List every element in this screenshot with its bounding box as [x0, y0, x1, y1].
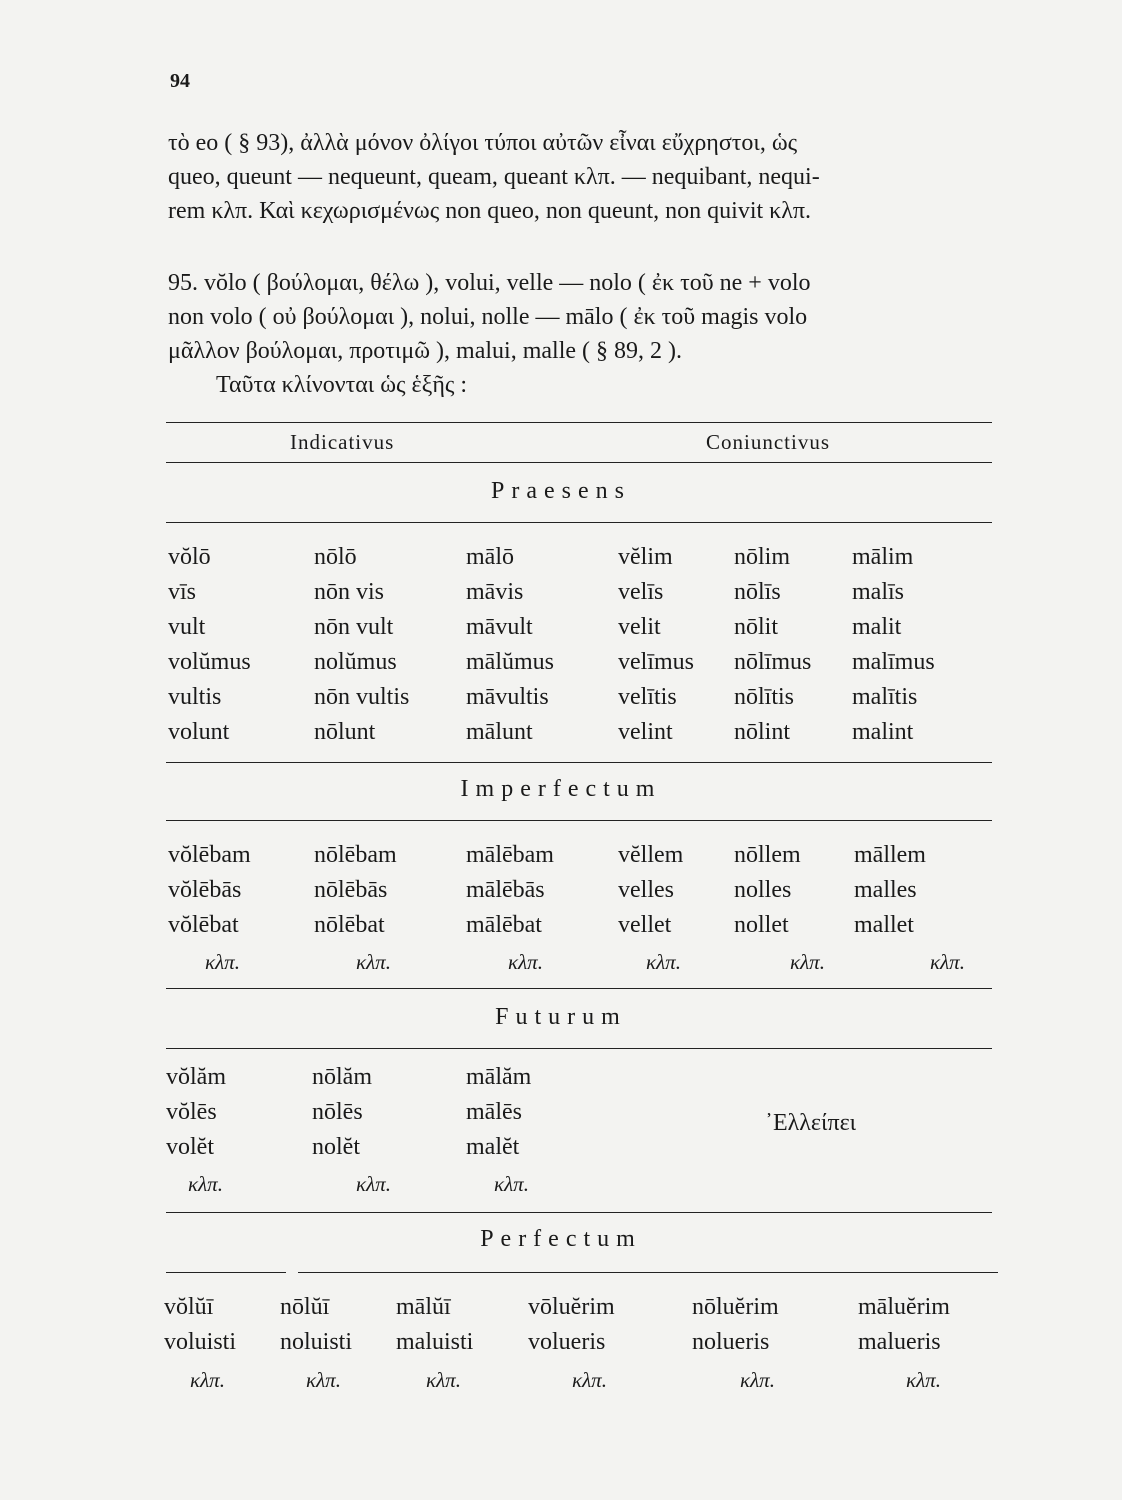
- table-cell: malles: [854, 877, 917, 903]
- divider-rule: [166, 820, 992, 821]
- table-cell: malīmus: [852, 649, 935, 675]
- table-cell: nolĕt: [312, 1134, 360, 1160]
- table-cell: nōlēbat: [314, 912, 385, 938]
- divider-rule: [166, 1272, 286, 1273]
- subjunctive-lacking-note: ᾿Ελλείπει: [765, 1110, 857, 1136]
- column-malam: [466, 1060, 531, 1165]
- column-mallem: [854, 838, 926, 943]
- table-cell: vŏlēbās: [168, 877, 242, 903]
- abbrev-klp: κλπ.: [930, 950, 965, 974]
- divider-rule: [166, 988, 992, 989]
- column-nolim: [734, 540, 811, 750]
- section-title-futurum: Futurum: [495, 1004, 627, 1030]
- column-malui: [396, 1290, 473, 1360]
- table-cell: vĕllem: [618, 842, 684, 868]
- column-volam: [166, 1060, 226, 1165]
- table-cell: malĕt: [466, 1134, 520, 1160]
- column-voluerim: [528, 1290, 615, 1360]
- section-title-praesens: Praesens: [491, 478, 631, 504]
- table-cell: nōn vis: [314, 579, 385, 605]
- table-cell: vŏlŭī: [164, 1294, 214, 1320]
- table-cell: malit: [852, 614, 902, 640]
- table-cell: velīmus: [618, 649, 694, 675]
- table-cell: mālŭī: [396, 1294, 451, 1320]
- intro-line: Ταῦτα κλίνονται ὡς ἑξῆς :: [216, 372, 468, 398]
- abbrev-klp: κλπ.: [508, 950, 543, 974]
- table-cell: velīs: [618, 579, 664, 605]
- table-cell: vīs: [168, 579, 197, 605]
- paragraph-1: [168, 126, 988, 228]
- divider-rule: [166, 762, 992, 763]
- table-cell: nōlēs: [312, 1099, 363, 1125]
- table-cell: maluisti: [396, 1329, 474, 1355]
- header-indicativus: Indicativus: [290, 430, 395, 454]
- table-cell: volŭmus: [168, 649, 251, 675]
- column-noluerim: [692, 1290, 779, 1360]
- header-coniunctivus: Coniunctivus: [706, 430, 831, 454]
- text-line: rem κλπ. Καὶ κεχωρισμένως non queo, non queunt, non quivit κλπ.: [168, 198, 812, 224]
- table-cell: velles: [618, 877, 674, 903]
- table-cell: nōlăm: [312, 1064, 372, 1090]
- table-cell: māvis: [466, 579, 524, 605]
- table-cell: volĕt: [166, 1134, 214, 1160]
- text-line: 95. vŏlo ( βούλομαι, θέλω ), volui, velle — nolo ( ἐκ τοῦ ne + volo: [168, 270, 811, 296]
- table-cell: vŏlō: [168, 544, 211, 570]
- abbrev-klp: κλπ.: [790, 950, 825, 974]
- table-cell: nōlint: [734, 719, 791, 745]
- table-cell: vŏlēbam: [168, 842, 251, 868]
- table-cell: velit: [618, 614, 661, 640]
- table-cell: nōlunt: [314, 719, 376, 745]
- table-cell: mālēs: [466, 1099, 522, 1125]
- abbrev-klp: κλπ.: [356, 950, 391, 974]
- table-cell: noluisti: [280, 1329, 353, 1355]
- table-cell: mālēbat: [466, 912, 542, 938]
- table-cell: nollet: [734, 912, 789, 938]
- table-cell: nolŭmus: [314, 649, 397, 675]
- text-line: queo, queunt — nequeunt, queam, queant κλπ. — nequibant, nequi-: [168, 164, 820, 190]
- table-cell: nōlēbās: [314, 877, 388, 903]
- page-number: 94: [170, 70, 190, 92]
- table-cell: vōluĕrim: [528, 1294, 615, 1320]
- abbrev-klp: κλπ.: [205, 950, 240, 974]
- table-cell: mālim: [852, 544, 914, 570]
- table-cell: nōlīmus: [734, 649, 812, 675]
- table-cell: nōn vultis: [314, 684, 410, 710]
- column-vellem: [618, 838, 683, 943]
- divider-rule: [166, 1212, 992, 1213]
- section-title-perfectum: Perfectum: [480, 1226, 642, 1252]
- table-cell: malint: [852, 719, 914, 745]
- abbrev-klp: κλπ.: [740, 1368, 775, 1392]
- table-cell: nōlītis: [734, 684, 795, 710]
- table-cell: velītis: [618, 684, 677, 710]
- column-volo: [168, 540, 251, 750]
- table-cell: voluisti: [164, 1329, 237, 1355]
- column-velim: [618, 540, 694, 750]
- abbrev-klp: κλπ.: [188, 1172, 223, 1196]
- table-cell: māluĕrim: [858, 1294, 950, 1320]
- abbrev-klp: κλπ.: [646, 950, 681, 974]
- table-cell: malueris: [858, 1329, 941, 1355]
- table-cell: volueris: [528, 1329, 606, 1355]
- table-cell: mālăm: [466, 1064, 532, 1090]
- paragraph-2: [168, 266, 988, 402]
- abbrev-klp: κλπ.: [306, 1368, 341, 1392]
- text-line: τὸ eo ( § 93), ἀλλὰ μόνον ὀλίγοι τύποι αὐτῶν εἶναι εὔχρηστοι, ὡς: [168, 130, 798, 156]
- divider-rule: [166, 522, 992, 523]
- table-cell: mālŭmus: [466, 649, 554, 675]
- column-volui: [164, 1290, 236, 1360]
- text-line: non volo ( οὐ βούλομαι ), nolui, nolle — mālo ( ἐκ τοῦ magis volo: [168, 304, 808, 330]
- table-cell: nōn vult: [314, 614, 394, 640]
- column-nolui: [280, 1290, 352, 1360]
- table-cell: vellet: [618, 912, 672, 938]
- table-cell: malīs: [852, 579, 904, 605]
- abbrev-klp: κλπ.: [356, 1172, 391, 1196]
- abbrev-klp: κλπ.: [572, 1368, 607, 1392]
- table-cell: nolles: [734, 877, 792, 903]
- table-cell: mālunt: [466, 719, 533, 745]
- table-cell: mālō: [466, 544, 514, 570]
- table-cell: nōlim: [734, 544, 791, 570]
- table-cell: nōluĕrim: [692, 1294, 779, 1320]
- table-cell: vŏlēs: [166, 1099, 217, 1125]
- table-cell: nōlit: [734, 614, 779, 640]
- divider-rule: [166, 1048, 992, 1049]
- table-cell: mālēbam: [466, 842, 554, 868]
- table-cell: māllem: [854, 842, 926, 868]
- abbrev-klp: κλπ.: [190, 1368, 225, 1392]
- table-cell: velint: [618, 719, 673, 745]
- table-cell: malītis: [852, 684, 918, 710]
- table-cell: vŏlēbat: [168, 912, 239, 938]
- column-nolo: [314, 540, 409, 750]
- table-cell: volunt: [168, 719, 230, 745]
- table-cell: nōlō: [314, 544, 357, 570]
- table-cell: nōlēbam: [314, 842, 397, 868]
- table-cell: nolueris: [692, 1329, 770, 1355]
- table-cell: mālēbās: [466, 877, 545, 903]
- table-cell: māvultis: [466, 684, 549, 710]
- abbrev-klp: κλπ.: [906, 1368, 941, 1392]
- column-nolebam: [314, 838, 397, 943]
- column-malo: [466, 540, 554, 750]
- divider-rule: [166, 462, 992, 463]
- text-line: μᾶλλον βούλομαι, προτιμῶ ), malui, malle ( § 89, 2 ).: [168, 338, 682, 364]
- column-maluerim: [858, 1290, 950, 1360]
- column-nolam: [312, 1060, 372, 1165]
- table-cell: mallet: [854, 912, 914, 938]
- table-cell: nōlīs: [734, 579, 781, 605]
- column-malim: [852, 540, 935, 750]
- column-volebam: [168, 838, 251, 943]
- table-cell: māvult: [466, 614, 533, 640]
- section-title-imperfectum: Imperfectum: [460, 776, 662, 802]
- abbrev-klp: κλπ.: [494, 1172, 529, 1196]
- divider-rule: [298, 1272, 998, 1273]
- column-nollem: [734, 838, 801, 943]
- table-cell: vult: [168, 614, 206, 640]
- table-cell: vĕlim: [618, 544, 673, 570]
- table-cell: vŏlăm: [166, 1064, 226, 1090]
- table-cell: nōllem: [734, 842, 801, 868]
- column-malebam: [466, 838, 554, 943]
- table-cell: vultis: [168, 684, 222, 710]
- abbrev-klp: κλπ.: [426, 1368, 461, 1392]
- divider-rule: [166, 422, 992, 423]
- table-cell: nōlŭī: [280, 1294, 330, 1320]
